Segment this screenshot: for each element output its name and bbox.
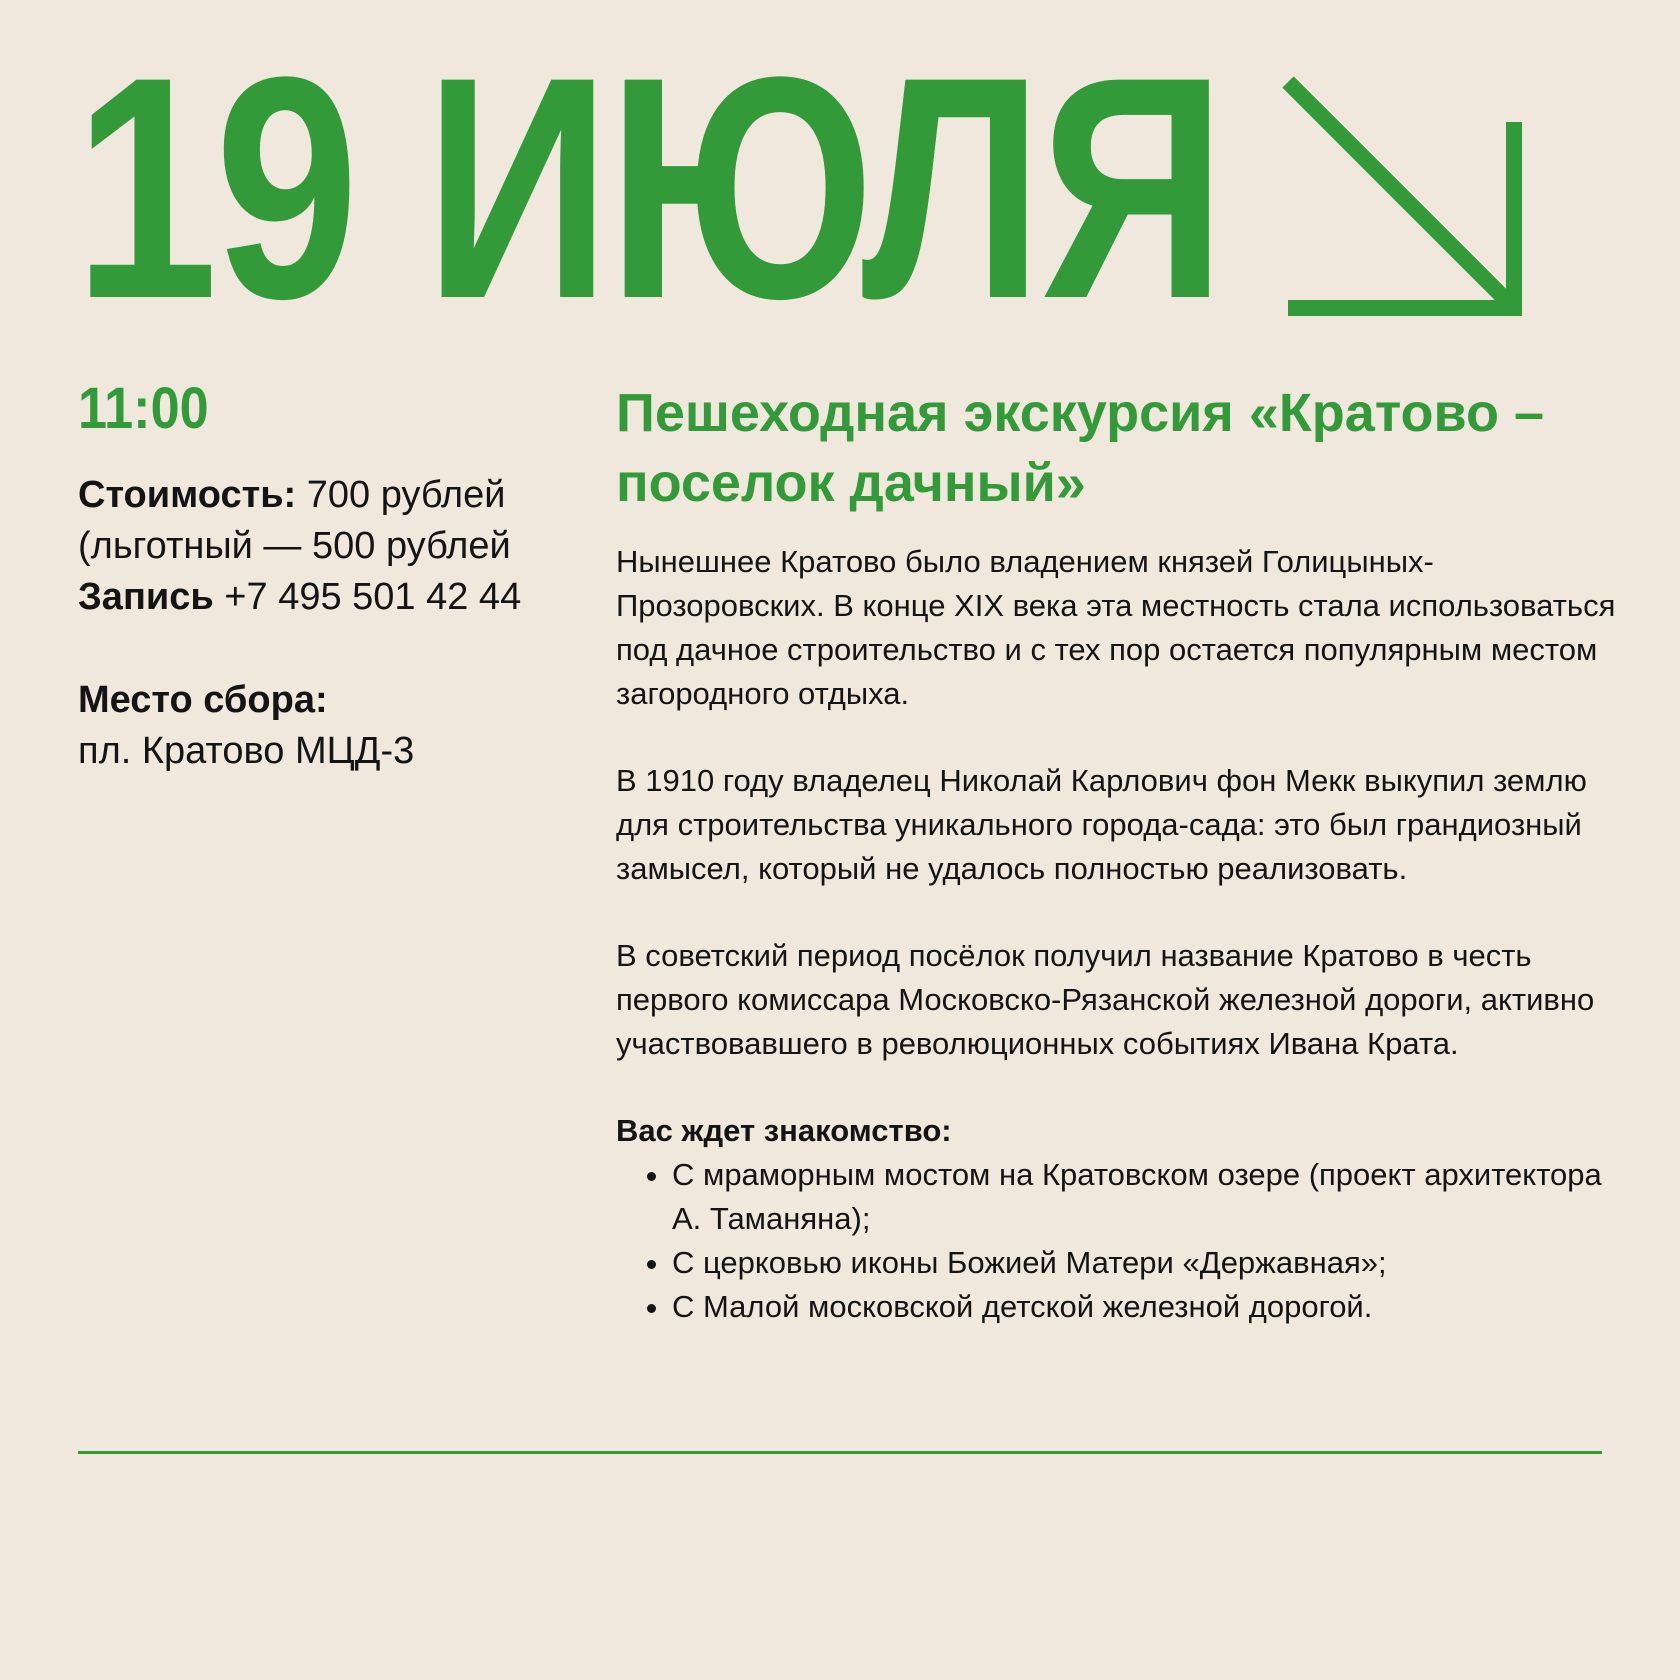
event-description [616,540,1616,1329]
event-info [78,470,548,777]
highlights-list [616,1153,1616,1329]
list-title: Вас ждет знакомство: [616,1113,952,1148]
description-paragraph: В советский период посёлок получил название Кратово в честь первого комиссара Московско-Рязанской железной дороги, активно участвовавшего в революционных событиях Ивана Крата. [616,938,1595,1061]
divider [78,1451,1602,1454]
signup-phone: +7 495 501 42 44 [213,576,522,618]
price-info [78,470,548,572]
description-paragraph: В 1910 году владелец Николай Карлович фон Мекк выкупил землю для строительства уникального города-сада: это был грандиозный замысел, который не удалось полностью реализовать. [616,763,1587,886]
signup-label: Запись [78,576,214,618]
meeting-label: Место сбора: [78,679,328,721]
signup-info [78,572,548,623]
event-time: 11:00 [78,376,209,441]
meeting-value: пл. Кратово МЦД-3 [78,730,415,772]
arrow-down-right-icon [1278,72,1523,317]
meeting-place [78,675,548,777]
event-date-heading: 19 ИЮЛЯ [74,11,1223,364]
description-paragraph: Нынешнее Кратово было владением князей Голицыных-Прозоровских. В конце XIX века эта местность стала использоваться под дачное строительство и с тех пор остается популярным местом загородного отдыха. [616,544,1616,711]
price-value: 700 рублей (льготный — 500 рублей [78,474,511,567]
list-item: • С мраморным мостом на Кратовском озере (проект архитектора А. Таманяна); [672,1153,1616,1241]
price-label: Стоимость: [78,474,297,516]
list-item: • С церковью иконы Божией Матери «Державная»; [672,1241,1616,1285]
list-item: • С Малой московской детской железной дорогой. [672,1285,1616,1329]
event-title: Пешеходная экскурсия «Кратово – поселок дачный» [616,383,1545,513]
